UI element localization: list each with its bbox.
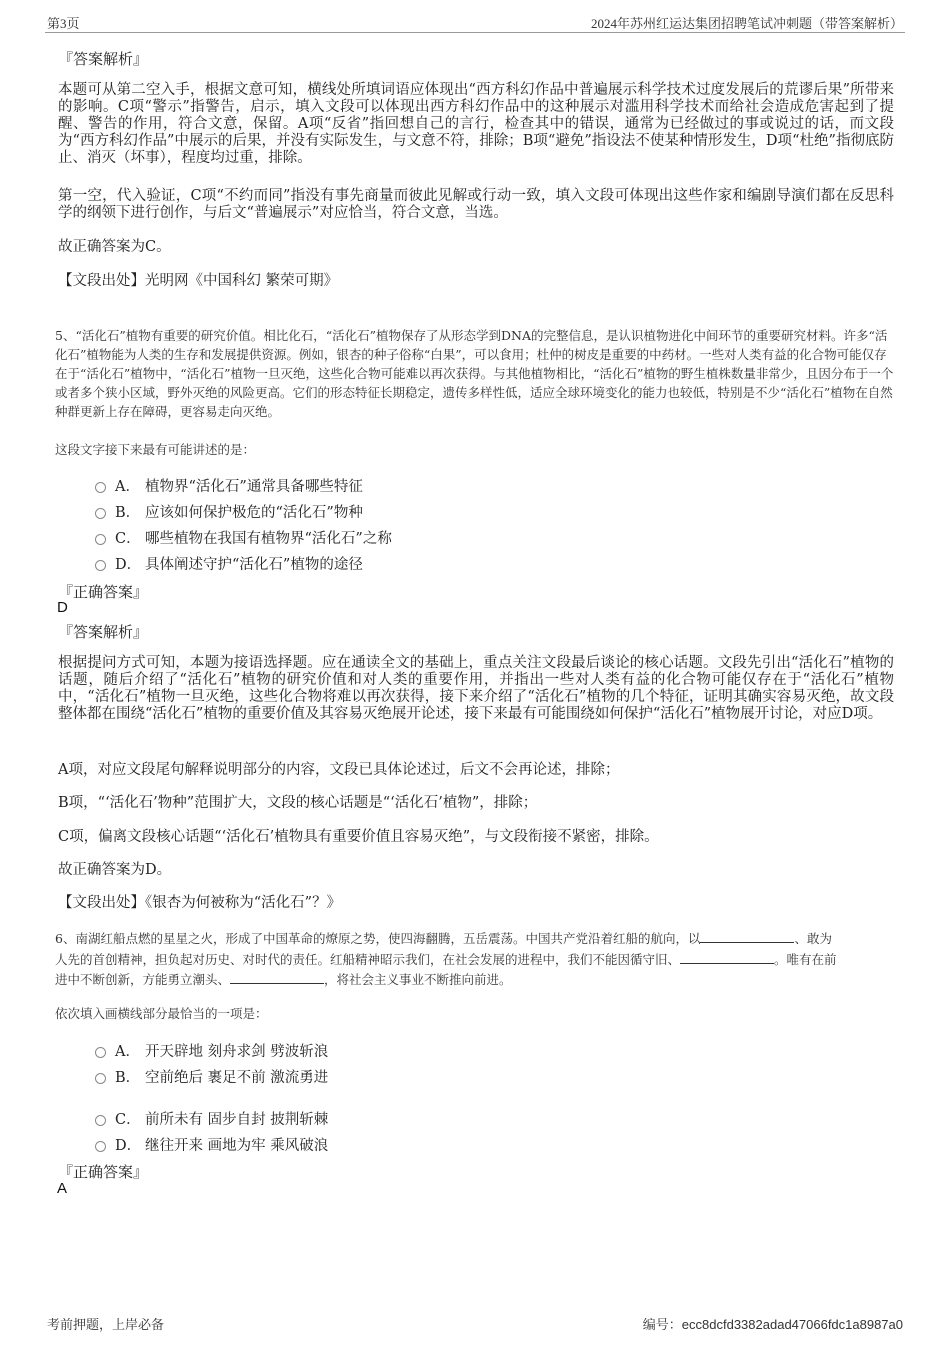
q6-option-b[interactable] — [95, 1066, 328, 1087]
option-key: C． — [115, 1112, 141, 1128]
page-header — [45, 10, 905, 33]
q5-analysis-a: A项，对应文段尾句解释说明部分的内容，文段已具体论述过，后文不会再论述，排除； — [58, 762, 620, 778]
q6-question-line1 — [55, 929, 832, 948]
q5-conclusion: 故正确答案为D。 — [58, 862, 172, 878]
radio-icon[interactable] — [95, 534, 106, 545]
option-key: D． — [115, 1138, 142, 1154]
q6-text: 6、南湖红船点燃的星星之火，形成了中国革命的燎原之势，使四海翻腾，五岳震荡。中国共产党沿着红船的航向，以 — [55, 931, 701, 946]
q6-prompt: 依次填入画横线部分最恰当的一项是： — [55, 1006, 268, 1021]
q6-answer: A — [57, 1180, 68, 1197]
option-text: 空前绝后 裹足不前 激流勇进 — [145, 1070, 329, 1086]
q6-text: 。唯有在前 — [774, 952, 837, 967]
option-key: A． — [115, 1044, 140, 1060]
radio-icon[interactable] — [95, 560, 106, 571]
radio-icon[interactable] — [95, 1141, 106, 1152]
q4-source: 【文段出处】光明网《中国科幻 繁荣可期》 — [58, 273, 339, 289]
radio-icon[interactable] — [95, 1047, 106, 1058]
option-key: A． — [115, 479, 140, 495]
blank-1 — [700, 930, 794, 943]
page-number: 第3页 — [47, 16, 80, 31]
option-key: C． — [115, 531, 141, 547]
option-key: B． — [115, 505, 141, 521]
q5-prompt: 这段文字接下来最有可能讲述的是： — [55, 442, 256, 457]
q6-question-line2 — [55, 950, 837, 969]
radio-icon[interactable] — [95, 1115, 106, 1126]
blank-3 — [230, 971, 324, 984]
document-code — [643, 1314, 903, 1333]
q4-conclusion: 故正确答案为C。 — [58, 239, 171, 255]
q6-option-d[interactable] — [95, 1134, 328, 1155]
radio-icon[interactable] — [95, 508, 106, 519]
q5-analysis-p1: 根据提问方式可知，本题为接语选择题。应在通读全文的基础上，重点关注文段最后谈论的核心话题。文段先引出“活化石”植物的话题，随后介绍了“活化石”植物的研究价值和对人类的重要作用，并指出一些对人类有益的化合物可能仅存在于“活化石”植物中，“活化石”植物一旦灭绝，这些化合物将难以再次获得，接下来介绍了“活化石”植物的几个特征，证明其确实容易灭绝，故文段整体都在围绕“活化石”植物的重要价值及其容易灭绝展开论述，接下来最有可能围绕如何保护“活化石”植物展开讨论，对应D项。 — [58, 655, 894, 722]
blank-2 — [680, 951, 774, 964]
option-text: 前所未有 固步自封 披荆斩棘 — [145, 1112, 329, 1128]
q6-text: ，将社会主义事业不断推向前进。 — [324, 972, 512, 987]
code-value: ecc8dcfd3382adad47066fdc1a8987a0 — [681, 1317, 903, 1332]
q5-analysis-label: 『答案解析』 — [58, 623, 149, 641]
q4-analysis-label: 『答案解析』 — [58, 50, 149, 68]
q6-option-a[interactable] — [95, 1040, 328, 1061]
radio-icon[interactable] — [95, 482, 106, 493]
q6-text: 进中不断创新，方能勇立潮头、 — [55, 972, 231, 987]
q5-option-a[interactable] — [95, 475, 363, 496]
code-label: 编号： — [642, 1317, 682, 1332]
radio-icon[interactable] — [95, 1073, 106, 1084]
q4-analysis-p2: 第一空，代入验证，C项“不约而同”指没有事先商量而彼此见解或行动一致，填入文段可体现出这些作家和编剧导演们都在反思科学的纲领下进行创作，与后文“普遍展示”对应恰当，符合文意，当选。 — [58, 188, 894, 221]
page-footer — [45, 1311, 905, 1333]
q5-option-b[interactable] — [95, 501, 363, 522]
q4-analysis-p1: 本题可从第二空入手，根据文意可知，横线处所填词语应体现出“西方科幻作品中普遍展示科学技术过度发展后的荒谬后果”所带来的影响。C项“警示”指警告，启示，填入文段可以体现出西方科幻作品中的这种展示对滥用科学技术而给社会造成危害起到了提醒、警告的作用，符合文意，保留。A项“反省”指回想自己的言行，检查其中的错误，通常为已经做过的事或说过的话，而文段为“西方科幻作品”中展示的后果，并没有实际发生，与文意不符，排除；B项“避免”指设法不使某种情形发生，D项“杜绝”指彻底防止、消灭（坏事），程度均过重，排除。 — [58, 82, 894, 166]
q5-source: 【文段出处】《银杏为何被称为“活化石”？》 — [58, 895, 342, 911]
option-text: 开天辟地 刻舟求剑 劈波斩浪 — [145, 1044, 329, 1060]
q6-answer-label: 『正确答案』 — [58, 1163, 149, 1181]
option-text: 具体阐述守护“活化石”植物的途径 — [145, 557, 363, 573]
q5-analysis-b: B项，“‘活化石’物种”范围扩大，文段的核心话题是“‘活化石’植物”，排除； — [58, 795, 538, 811]
q5-option-c[interactable] — [95, 527, 392, 548]
q6-question-line3 — [55, 970, 512, 989]
footer-slogan: 考前押题，上岸必备 — [47, 1317, 165, 1332]
option-key: B． — [115, 1070, 141, 1086]
option-text: 继往开来 画地为牢 乘风破浪 — [145, 1138, 329, 1154]
q5-answer-label: 『正确答案』 — [58, 583, 149, 601]
q6-text: 、敢为 — [794, 931, 832, 946]
q6-text: 人先的首创精神，担负起对历史、对时代的责任。红船精神昭示我们，在社会发展的进程中，我们不能因循守旧、 — [55, 952, 681, 967]
q5-analysis-c: C项，偏离文段核心话题“‘活化石’植物具有重要价值且容易灭绝”，与文段衔接不紧密，排除。 — [58, 829, 659, 845]
q5-answer: D — [57, 599, 68, 616]
option-key: D． — [115, 557, 142, 573]
option-text: 植物界“活化石”通常具备哪些特征 — [145, 479, 363, 495]
q6-option-c[interactable] — [95, 1108, 328, 1129]
option-text: 哪些植物在我国有植物界“活化石”之称 — [145, 531, 392, 547]
q5-option-d[interactable] — [95, 553, 363, 574]
q5-question: 5、“活化石”植物有重要的研究价值。相比化石，“活化石”植物保存了从形态学到DNA的完整信息，是认识植物进化中间环节的重要研究材料。许多“活化石”植物能为人类的生存和发展提供资源。例如，银杏的种子俗称“白果”，可以食用；杜仲的树皮是重要的中药材。一些对人类有益的化合物可能仅存在于“活化石”植物中，“活化石”植物一旦灭绝，这些化合物可能难以再次获得。与其他植物相比，“活化石”植物的野生植株数量非常少，且因分布于一个或者多个狭小区域，野外灭绝的风险更高。它们的形态特征长期稳定，遗传多样性低，适应全球环境变化的能力也较低，特别是不少“活化石”植物在自然种群更新上存在障碍，更容易走向灭绝。 — [55, 328, 894, 419]
option-text: 应该如何保护极危的“活化石”物种 — [145, 505, 363, 521]
document-title: 2024年苏州红运达集团招聘笔试冲刺题（带答案解析） — [590, 16, 903, 31]
